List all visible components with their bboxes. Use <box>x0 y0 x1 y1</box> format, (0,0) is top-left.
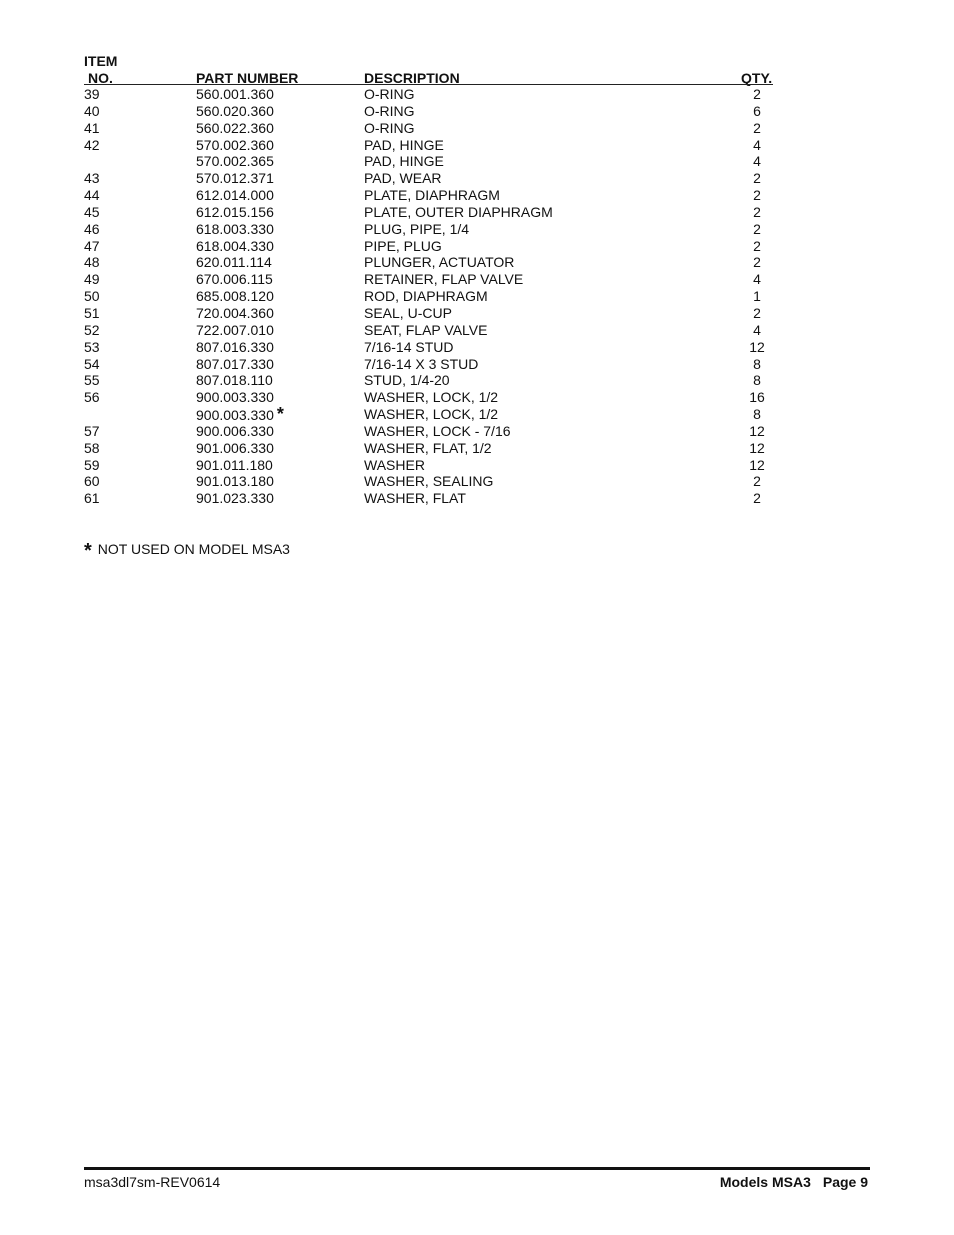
quantity: 12 <box>749 422 765 439</box>
table-row <box>0 440 954 457</box>
part-description: O-RING <box>364 102 415 119</box>
table-row <box>0 305 954 322</box>
description-header: DESCRIPTION <box>364 70 460 86</box>
item-number: 47 <box>84 237 100 254</box>
part-number: 618.004.330 <box>196 237 274 254</box>
item-number: 56 <box>84 389 100 406</box>
part-number-header: PART NUMBER <box>196 70 299 86</box>
quantity: 4 <box>753 153 761 170</box>
item-number: 39 <box>84 86 100 102</box>
part-description: RETAINER, FLAP VALVE <box>364 271 524 288</box>
item-number: 41 <box>84 119 100 136</box>
part-number: 612.015.156 <box>196 203 274 220</box>
document-id: msa3dl7sm-REV0614 <box>84 1174 221 1190</box>
item-number: 51 <box>84 304 100 321</box>
part-description: WASHER, LOCK - 7/16 <box>364 422 511 439</box>
part-number: 901.013.180 <box>196 473 274 490</box>
quantity: 12 <box>749 439 765 456</box>
item-header-line2: NO. <box>88 70 113 86</box>
quantity: 2 <box>753 220 761 237</box>
table-row <box>0 339 954 356</box>
quantity: 2 <box>753 119 761 136</box>
quantity: 8 <box>753 406 761 423</box>
item-number: 53 <box>84 338 100 355</box>
part-description: WASHER, LOCK, 1/2 <box>364 406 499 423</box>
table-row <box>0 170 954 187</box>
part-number: 570.002.365 <box>196 153 274 170</box>
part-number: 612.014.000 <box>196 187 274 204</box>
item-number: 58 <box>84 439 100 456</box>
item-number: 48 <box>84 254 100 271</box>
table-row <box>0 187 954 204</box>
table-row <box>0 221 954 238</box>
quantity: 2 <box>753 254 761 271</box>
table-row <box>0 423 954 440</box>
part-description: WASHER, SEALING <box>364 473 494 490</box>
part-description: 7/16-14 STUD <box>364 338 454 355</box>
part-number: 722.007.010 <box>196 321 274 338</box>
item-number: 61 <box>84 490 100 507</box>
part-description: WASHER, FLAT <box>364 490 466 507</box>
page-label <box>720 1174 868 1190</box>
item-number: 52 <box>84 321 100 338</box>
item-number: 60 <box>84 473 100 490</box>
item-number: 55 <box>84 372 100 389</box>
part-description: PLATE, DIAPHRAGM <box>364 187 500 204</box>
item-number: 54 <box>84 355 100 372</box>
quantity: 2 <box>753 473 761 490</box>
part-description: PAD, WEAR <box>364 170 442 187</box>
part-description: PIPE, PLUG <box>364 237 442 254</box>
part-number: 560.001.360 <box>196 86 274 102</box>
table-row <box>0 473 954 490</box>
part-description: WASHER <box>364 456 425 473</box>
quantity: 12 <box>749 456 765 473</box>
quantity: 6 <box>753 102 761 119</box>
part-description: 7/16-14 X 3 STUD <box>364 355 479 372</box>
part-number: 620.011.114 <box>196 254 272 271</box>
part-description: WASHER, LOCK, 1/2 <box>364 389 499 406</box>
item-number: 50 <box>84 288 100 305</box>
part-number: 901.023.330 <box>196 490 274 507</box>
item-number: 40 <box>84 102 100 119</box>
table-row <box>0 120 954 137</box>
qty-header: QTY. <box>741 70 773 86</box>
table-row <box>0 406 954 423</box>
part-description: PAD, HINGE <box>364 136 444 153</box>
part-description: PLATE, OUTER DIAPHRAGM <box>364 203 553 220</box>
part-number: 901.011.180 <box>196 456 273 473</box>
part-description: SEAL, U-CUP <box>364 304 452 321</box>
table-row <box>0 490 954 507</box>
quantity: 4 <box>753 271 761 288</box>
page-number: Page 9 <box>822 1174 868 1190</box>
part-description: SEAT, FLAP VALVE <box>364 321 488 338</box>
item-number: 46 <box>84 220 100 237</box>
quantity: 2 <box>753 203 761 220</box>
part-number: 807.016.330 <box>196 338 274 355</box>
part-number: 900.006.330 <box>196 422 274 439</box>
quantity: 2 <box>753 187 761 204</box>
quantity: 2 <box>753 237 761 254</box>
part-number: 618.003.330 <box>196 220 274 237</box>
part-description: PLUNGER, ACTUATOR <box>364 254 515 271</box>
part-number: 560.022.360 <box>196 119 274 136</box>
not-used-asterisk: * <box>276 404 284 425</box>
table-row <box>0 389 954 406</box>
table-row <box>0 288 954 305</box>
footnote-text: NOT USED ON MODEL MSA3 <box>97 541 290 557</box>
table-row <box>0 153 954 170</box>
quantity: 8 <box>753 355 761 372</box>
table-row <box>0 238 954 255</box>
footnote-asterisk: * <box>84 540 92 562</box>
part-number <box>196 406 284 424</box>
item-number: 59 <box>84 456 100 473</box>
table-row <box>0 322 954 339</box>
footer-divider <box>84 1167 870 1170</box>
part-description: PAD, HINGE <box>364 153 444 170</box>
quantity: 2 <box>753 170 761 187</box>
item-number: 57 <box>84 422 100 439</box>
part-number: 720.004.360 <box>196 304 274 321</box>
item-number: 45 <box>84 203 100 220</box>
part-number: 670.006.115 <box>196 271 273 288</box>
part-number-text: 900.003.330 <box>196 407 274 424</box>
item-number: 43 <box>84 170 100 187</box>
item-number: 44 <box>84 187 100 204</box>
part-description: PLUG, PIPE, 1/4 <box>364 220 470 237</box>
table-row <box>0 372 954 389</box>
table-row <box>0 137 954 154</box>
quantity: 16 <box>749 389 765 406</box>
quantity: 2 <box>753 304 761 321</box>
footnote <box>84 537 290 560</box>
part-description: O-RING <box>364 119 415 136</box>
table-row <box>0 271 954 288</box>
part-number: 570.002.360 <box>196 136 274 153</box>
table-row <box>0 86 954 103</box>
part-description: WASHER, FLAT, 1/2 <box>364 439 492 456</box>
part-description: STUD, 1/4-20 <box>364 372 450 389</box>
item-number: 49 <box>84 271 100 288</box>
part-description: O-RING <box>364 86 415 102</box>
quantity: 4 <box>753 321 761 338</box>
part-number: 900.003.330 <box>196 389 274 406</box>
header-underline <box>84 84 773 85</box>
part-number: 901.006.330 <box>196 439 274 456</box>
item-number: 42 <box>84 136 100 153</box>
item-header-line1: ITEM <box>84 53 118 69</box>
part-number: 560.020.360 <box>196 102 274 119</box>
quantity: 4 <box>753 136 761 153</box>
table-row <box>0 254 954 271</box>
quantity: 2 <box>753 86 761 102</box>
table-row <box>0 457 954 474</box>
part-number: 807.017.330 <box>196 355 274 372</box>
quantity: 1 <box>753 288 761 305</box>
table-row <box>0 204 954 221</box>
models-label: Models MSA3 <box>719 1174 811 1190</box>
part-number: 685.008.120 <box>196 288 274 305</box>
quantity: 8 <box>753 372 761 389</box>
quantity: 2 <box>753 490 761 507</box>
table-row <box>0 356 954 373</box>
part-number: 570.012.371 <box>196 170 274 187</box>
part-number: 807.018.110 <box>196 372 273 389</box>
quantity: 12 <box>749 338 765 355</box>
table-row <box>0 103 954 120</box>
parts-table <box>0 86 954 507</box>
part-description: ROD, DIAPHRAGM <box>364 288 488 305</box>
